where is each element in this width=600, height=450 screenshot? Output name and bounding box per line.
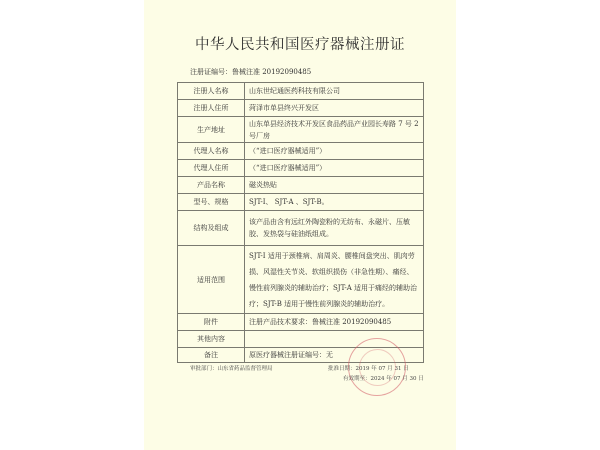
row-value: SJT-I、 SJT-A 、SJT-B。 (245, 194, 424, 211)
row-label: 注册人住所 (178, 100, 245, 117)
row-value: 磁炎热贴 (245, 177, 424, 194)
table-row (178, 143, 424, 160)
row-value: 山东世纪通医药科技有限公司 (245, 83, 424, 100)
row-label: 型号、规格 (178, 194, 245, 211)
registration-number (190, 67, 311, 77)
approval-department: 审批部门：山东省药品监督管理局 (190, 366, 273, 372)
row-label: 适用范围 (178, 246, 245, 314)
row-label: 附件 (178, 314, 245, 331)
valid-until: 有效期至：2024 年 07 月 30 日 (343, 376, 424, 382)
table-row (178, 246, 424, 314)
table-row (178, 160, 424, 177)
row-value: SJT-I 适用于颈椎病、肩周炎、腰椎间盘突出、肌肉劳损、风湿性关节炎、软组织损伤（非急性期）、痛经、慢性前列腺炎的辅助治疗；SJT-A 适用于痛经的辅助治疗；SJT-B 适用于慢性前列腺炎的辅助治疗。 (245, 246, 424, 314)
table-row (178, 314, 424, 331)
row-label: 代理人住所 (178, 160, 245, 177)
table-row (178, 211, 424, 246)
row-label: 备注 (178, 348, 245, 363)
table-row (178, 83, 424, 100)
table-row (178, 194, 424, 211)
table-row (178, 117, 424, 143)
row-value: （“进口医疗器械适用”） (245, 160, 424, 177)
row-label: 结构及组成 (178, 211, 245, 246)
row-value: 山东单县经济技术开发区食品药品产业园长寿路 7 号 2 号厂房 (245, 117, 424, 143)
row-label: 生产地址 (178, 117, 245, 143)
table-row (178, 177, 424, 194)
row-label: 其他内容 (178, 331, 245, 348)
row-label: 代理人名称 (178, 143, 245, 160)
row-value: 菏泽市单县终兴开发区 (245, 100, 424, 117)
table-row (178, 100, 424, 117)
row-value: 注册产品技术要求：鲁械注准 20192090485 (245, 314, 424, 331)
certificate-title: 中华人民共和国医疗器械注册证 (195, 37, 405, 53)
row-label: 产品名称 (178, 177, 245, 194)
row-value: 该产品由含有远红外陶瓷粉的无纺布、永磁片、压敏胶、发热袋与硅油纸组成。 (245, 211, 424, 246)
certificate-table (177, 82, 424, 363)
row-value: （“进口医疗器械适用”） (245, 143, 424, 160)
row-value: 原医疗器械注册证编号：无 (245, 348, 424, 363)
approval-date: 批准日期：2019 年 07 月 31 日 (328, 366, 409, 372)
registration-number-label: 注册证编号： (190, 68, 232, 76)
registration-number-value: 鲁械注准 20192090485 (232, 68, 312, 76)
row-label: 注册人名称 (178, 83, 245, 100)
